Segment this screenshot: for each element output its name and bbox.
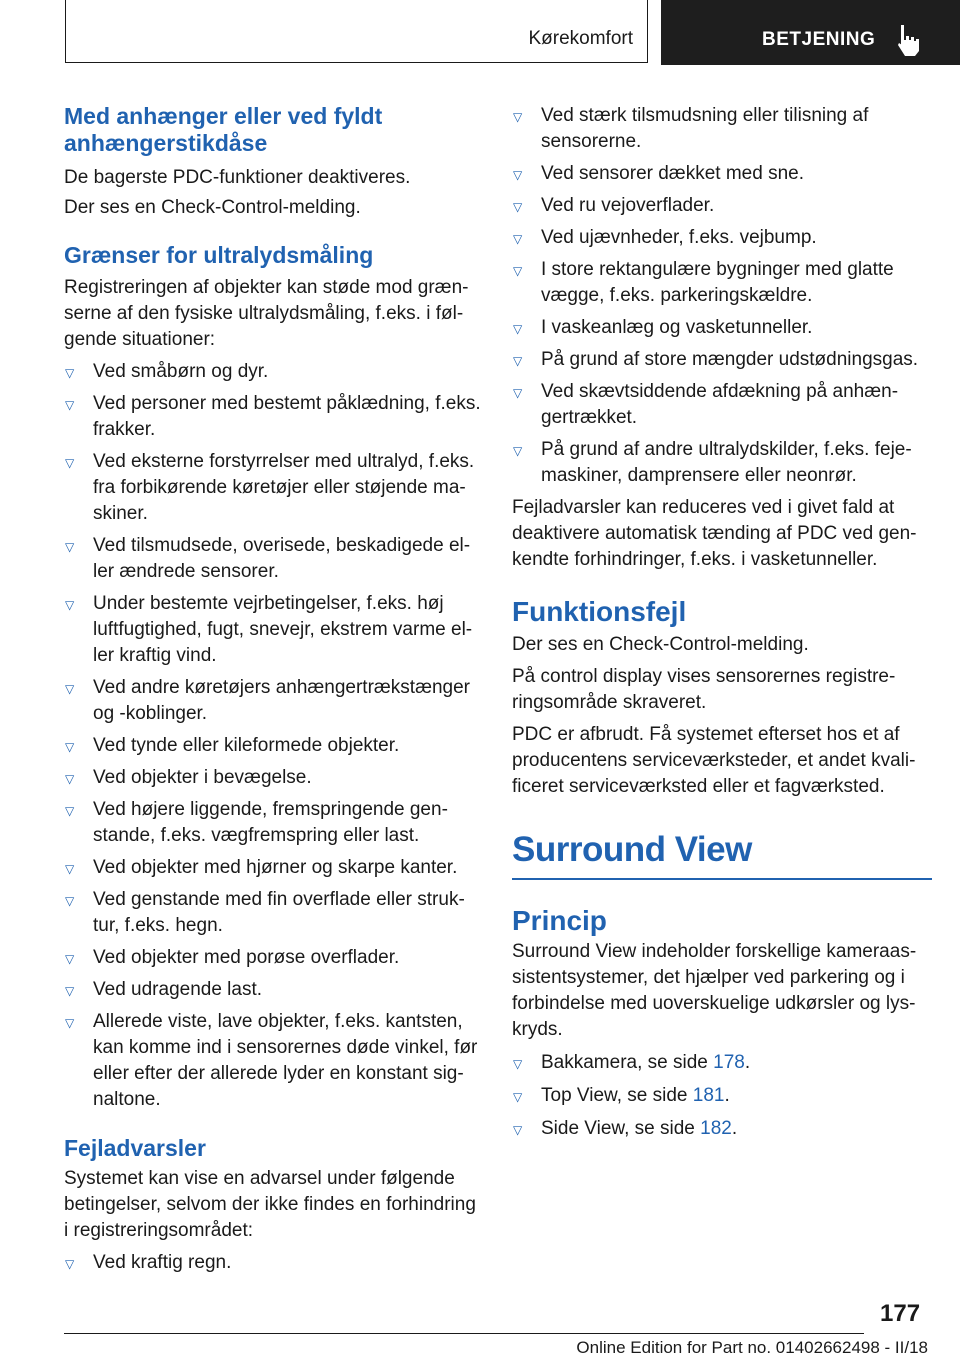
limit-list-item-text: Ved objekter med hjørner og skarpe kanter. (93, 857, 458, 878)
limit-list-item (64, 675, 484, 727)
page-reference-end: . (724, 1085, 730, 1106)
triangle-bullet-icon: ▽ (513, 444, 523, 458)
page-reference-text: Top View, se side (541, 1085, 693, 1106)
paragraph-malfunction-3: PDC er afbrudt. Få systemet efterset hos et af producentens serviceværksteder, et andet kvali-ficeret serviceværksted eller et fagværksted. (512, 724, 916, 797)
limit-list-item-text: Ved højere liggende, fremspringende gen-stande, f.eks. vægfremspring eller last. (93, 799, 448, 846)
paragraph-limits: Registreringen af objekter kan støde mod græn-serne af den fysiske ultralydsmåling, f.eks. i føl-gende situationer: (64, 277, 469, 350)
false-alarm-list-item-text: Ved skævtsiddende afdækning på anhæn-gertrækket. (541, 381, 899, 428)
false-alarm-list-item (64, 1250, 484, 1276)
limit-list-item (64, 359, 484, 385)
right-column (512, 103, 932, 1142)
page-reference-link[interactable]: 181 (692, 1085, 725, 1106)
false-alarm-list-item-text: Ved ujævnheder, f.eks. vejbump. (541, 227, 817, 248)
limit-list-item-text: Ved eksterne forstyrrelser med ultralyd, f.eks. fra forbikørende køretøjer eller støjende ma-skiner. (93, 451, 475, 524)
triangle-bullet-icon: ▽ (65, 804, 75, 818)
false-alarm-list-item-text: I vaskeanlæg og vasketunneller. (541, 317, 813, 338)
false-alarm-list-item (512, 103, 932, 155)
page-reference-item (512, 1083, 932, 1109)
paragraph-false-alarms: Systemet kan vise en advarsel under følgende betingelser, selvom der ikke findes en forhindring i registreringsområdet: (64, 1168, 476, 1241)
triangle-bullet-icon: ▽ (513, 200, 523, 214)
limit-list-item-text: Ved genstande med fin overflade eller struk-tur, f.eks. hegn. (93, 889, 465, 936)
false-alarm-list-item (512, 315, 932, 341)
false-alarm-list-item (512, 347, 932, 373)
page-reference-link[interactable]: 182 (700, 1118, 732, 1139)
triangle-bullet-icon: ▽ (65, 984, 75, 998)
limit-list-item (64, 765, 484, 791)
triangle-bullet-icon: ▽ (513, 168, 523, 182)
false-alarm-list-item (512, 257, 932, 309)
limit-list-item-text: Ved personer med bestemt påklædning, f.eks. frakker. (93, 393, 481, 440)
edition-footer: Online Edition for Part no. 01402662498 - II/18 (576, 1338, 928, 1357)
false-alarm-list-item-text: Ved sensorer dækket med sne. (541, 163, 804, 184)
paragraph-trailer-1: De bagerste PDC-funktioner deaktiveres. (64, 167, 411, 188)
limit-list-item (64, 1009, 484, 1113)
false-alarm-list-item (512, 437, 932, 489)
triangle-bullet-icon: ▽ (65, 772, 75, 786)
paragraph-malfunction-2: På control display vises sensorernes registre-ringsområde skraveret. (512, 666, 896, 713)
triangle-bullet-icon: ▽ (513, 322, 523, 336)
triangle-bullet-icon: ▽ (513, 354, 523, 368)
footer-divider (64, 1333, 864, 1334)
limit-list-item-text: Ved småbørn og dyr. (93, 361, 269, 382)
page-reference-text: Bakkamera, se side (541, 1052, 714, 1073)
triangle-bullet-icon: ▽ (513, 1057, 523, 1071)
heading-trailer: Med anhænger eller ved fyldt anhængerstikdåse (64, 103, 383, 156)
triangle-bullet-icon: ▽ (65, 366, 75, 380)
triangle-bullet-icon: ▽ (65, 952, 75, 966)
page-reference-end: . (744, 1052, 751, 1073)
triangle-bullet-icon: ▽ (65, 1016, 75, 1030)
heading-malfunction: Funktionsfejl (512, 596, 687, 627)
triangle-bullet-icon: ▽ (65, 894, 75, 908)
triangle-bullet-icon: ▽ (513, 232, 523, 246)
false-alarm-list-item (512, 193, 932, 219)
false-alarm-list-item-text: Ved ru vejoverflader. (541, 195, 715, 216)
limit-list-item (64, 797, 484, 849)
page-number: 177 (880, 1300, 921, 1327)
triangle-bullet-icon: ▽ (513, 1123, 523, 1137)
hand-pointing-icon (895, 23, 925, 57)
false-alarm-list-item-text: På grund af andre ultralydskilder, f.eks. feje-maskiner, damprensere eller neonrør. (541, 439, 912, 486)
heading-principle: Princip (512, 905, 607, 936)
false-alarm-list-item-text: Ved stærk tilsmudsning eller tilisning af sensorerne. (541, 105, 869, 152)
triangle-bullet-icon: ▽ (65, 456, 75, 470)
limit-list-item-text: Ved objekter med porøse overflader. (93, 947, 400, 968)
triangle-bullet-icon: ▽ (65, 862, 75, 876)
section-title: Kørekomfort (528, 28, 633, 49)
limit-list-item (64, 733, 484, 759)
page-header (0, 0, 960, 66)
page-reference-item (512, 1050, 932, 1076)
limit-list-item (64, 533, 484, 585)
chapter-tab (661, 0, 960, 65)
limit-list-item-text: Ved udragende last. (93, 979, 263, 1000)
limit-list-item-text: Ved andre køretøjers anhængertrækstænger og -koblinger. (93, 677, 471, 724)
triangle-bullet-icon: ▽ (65, 540, 75, 554)
triangle-bullet-icon: ▽ (65, 1257, 75, 1271)
page-reference-link[interactable]: 178 (713, 1052, 745, 1073)
limit-list-item-text: Allerede viste, lave objekter, f.eks. kantsten, kan komme ind i sensorernes døde vinkel, før eller efter der allerede lyder en konstant sig-naltone. (93, 1011, 478, 1110)
limit-list-item-text: Ved tilsmudsede, overisede, beskadigede el-ler ændrede sensorer. (93, 535, 471, 582)
triangle-bullet-icon: ▽ (65, 398, 75, 412)
limit-list-item-text: Ved tynde eller kileformede objekter. (93, 735, 400, 756)
false-alarm-list-right (512, 103, 932, 489)
limit-list-item (64, 449, 484, 527)
left-column (64, 103, 484, 1276)
limit-list-item-text: Ved objekter i bevægelse. (93, 767, 312, 788)
page-reference-item (512, 1116, 932, 1142)
limit-list-item (64, 945, 484, 971)
limit-list-item-text: Under bestemte vejrbetingelser, f.eks. høj luftfugtighed, fugt, snevejr, ekstrem varme el-ler kraftig vind. (93, 593, 473, 666)
triangle-bullet-icon: ▽ (65, 598, 75, 612)
triangle-bullet-icon: ▽ (513, 1090, 523, 1104)
paragraph-trailer-2: Der ses en Check-Control-melding. (64, 197, 361, 218)
limit-list-item (64, 977, 484, 1003)
page-reference-list (512, 1050, 932, 1142)
false-alarm-list-item-text: I store rektangulære bygninger med glatte vægge, f.eks. parkeringskældre. (541, 259, 894, 306)
heading-surround-view: Surround View (512, 830, 932, 880)
false-alarm-list-item (512, 161, 932, 187)
false-alarm-list-item (512, 379, 932, 431)
false-alarm-list-left (64, 1250, 484, 1276)
limit-list-item (64, 887, 484, 939)
section-header-box (65, 0, 648, 63)
limit-list-item (64, 591, 484, 669)
triangle-bullet-icon: ▽ (513, 386, 523, 400)
limits-list (64, 359, 484, 1113)
triangle-bullet-icon: ▽ (513, 110, 523, 124)
heading-false-alarms: Fejladvarsler (64, 1135, 206, 1161)
false-alarm-list-item-text: På grund af store mængder udstødningsgas. (541, 349, 919, 370)
limit-list-item (64, 855, 484, 881)
heading-limits: Grænser for ultralydsmåling (64, 242, 374, 268)
false-alarm-list-item (512, 225, 932, 251)
paragraph-principle: Surround View indeholder forskellige kameraas-sistentsystemer, det hjælper ved parkering og i forbindelse med uoverskuelige udkørsler og lys-kryds. (512, 941, 917, 1040)
false-alarm-list-item-text: Ved kraftig regn. (93, 1252, 232, 1273)
triangle-bullet-icon: ▽ (65, 740, 75, 754)
paragraph-false-alarms-reduce: Fejladvarsler kan reduceres ved i givet fald at deaktivere automatisk tænding af PDC ved gen-kendte forhindringer, f.eks. i vasketunneller. (512, 497, 917, 570)
triangle-bullet-icon: ▽ (513, 264, 523, 278)
page-reference-end: . (731, 1118, 738, 1139)
page-reference-text: Side View, se side (541, 1118, 701, 1139)
triangle-bullet-icon: ▽ (65, 682, 75, 696)
limit-list-item (64, 391, 484, 443)
paragraph-malfunction-1: Der ses en Check-Control-melding. (512, 634, 809, 655)
chapter-title: BETJENING (762, 29, 876, 50)
